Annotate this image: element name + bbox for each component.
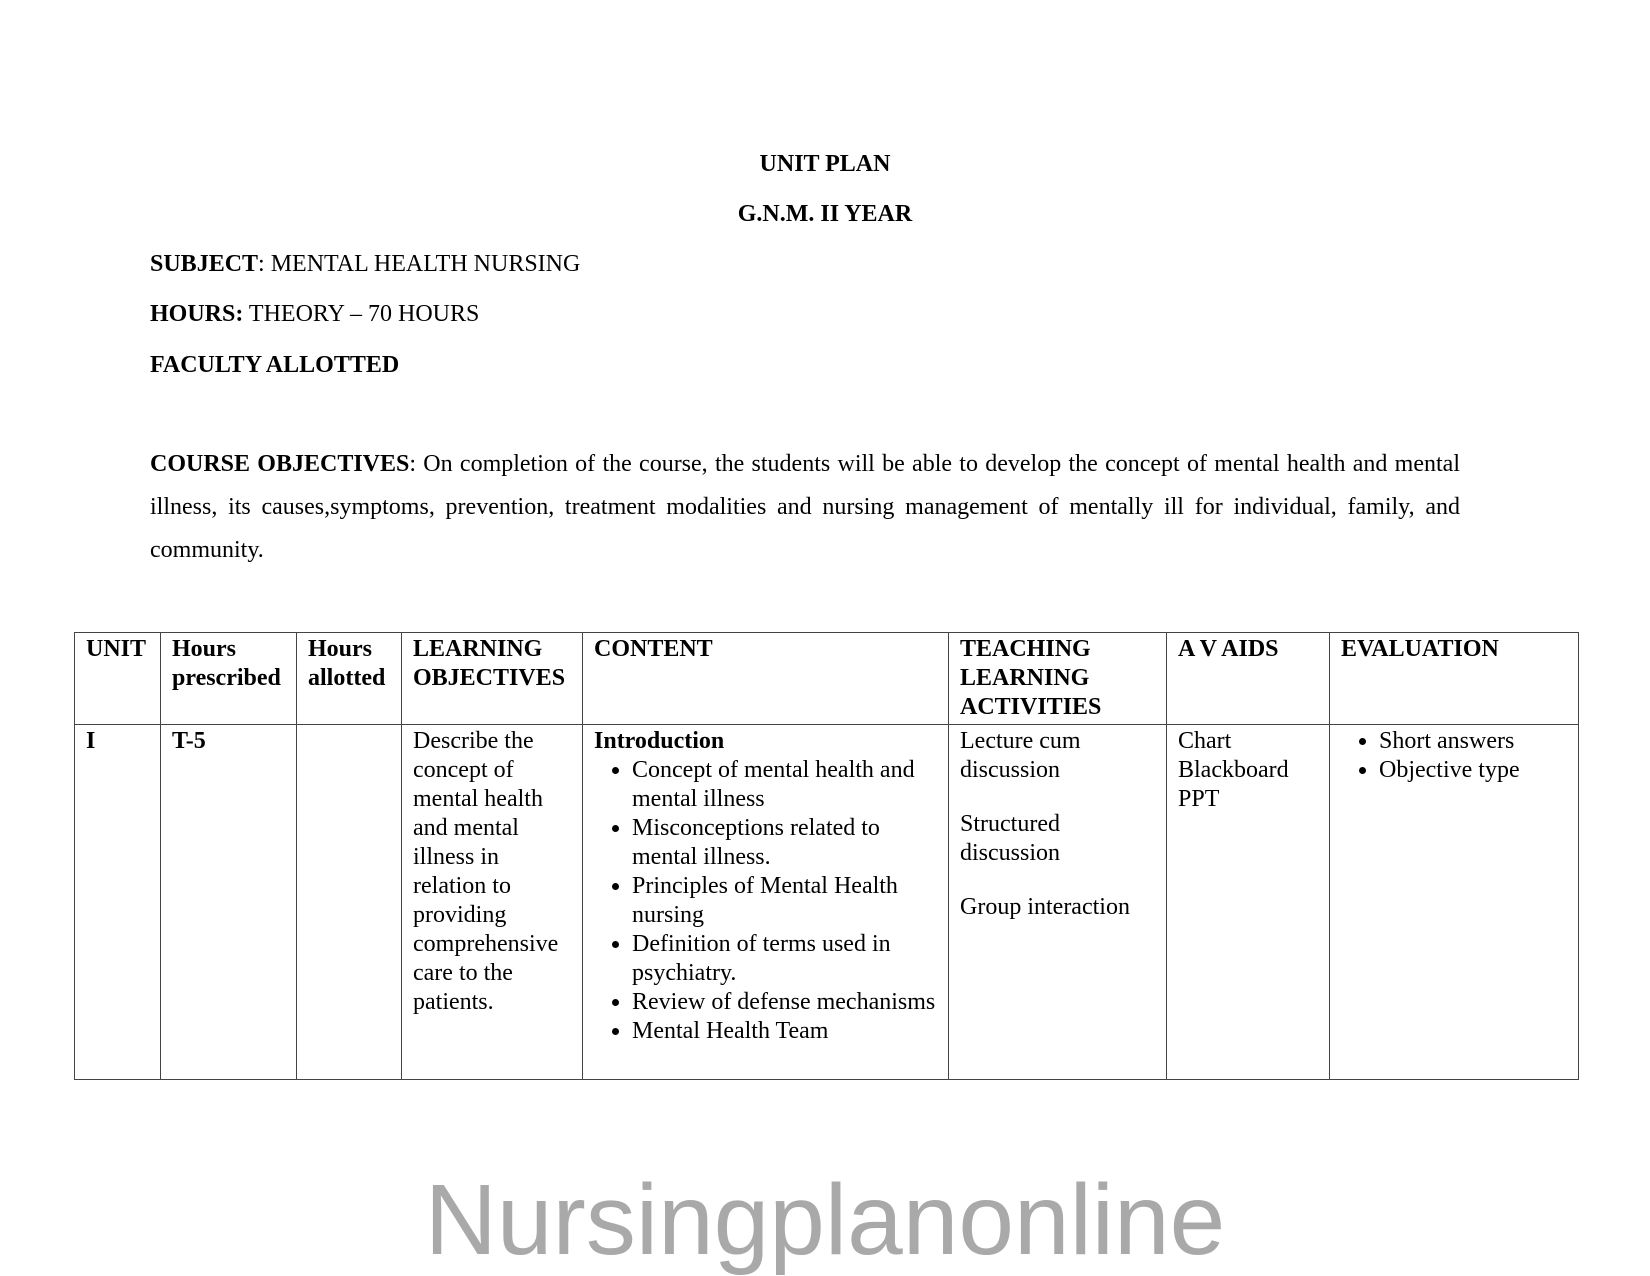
unit-plan-table bbox=[74, 632, 1579, 1080]
hours-line bbox=[150, 301, 479, 328]
header-unit: UNIT bbox=[75, 633, 161, 725]
page-title: UNIT PLAN bbox=[759, 151, 891, 177]
header-hours-allotted: Hours allotted bbox=[297, 633, 402, 725]
subject-line bbox=[150, 251, 580, 278]
av-aid-item: PPT bbox=[1178, 786, 1220, 812]
av-aid-item: Chart bbox=[1178, 728, 1232, 754]
hours-label: HOURS: bbox=[150, 301, 244, 327]
av-aid-item: Blackboard bbox=[1178, 757, 1289, 783]
subject-value: : MENTAL HEALTH NURSING bbox=[258, 251, 581, 277]
list-item: • Review of defense mechanisms bbox=[632, 988, 938, 1017]
header-content: CONTENT bbox=[583, 633, 949, 725]
cell-content bbox=[583, 725, 949, 1080]
cell-hours-allotted bbox=[297, 725, 402, 1080]
table-row bbox=[75, 725, 1579, 1080]
header-teaching-learning-activities: TEACHING LEARNING ACTIVITIES bbox=[949, 633, 1167, 725]
header-learning-objectives: LEARNING OBJECTIVES bbox=[402, 633, 583, 725]
activity-item: Structured discussion bbox=[960, 811, 1061, 866]
list-item: • Mental Health Team bbox=[632, 1017, 938, 1046]
table-header-row bbox=[75, 633, 1579, 725]
cell-hours-prescribed: T-5 bbox=[161, 725, 297, 1080]
header-evaluation: EVALUATION bbox=[1330, 633, 1579, 725]
cell-unit: I bbox=[75, 725, 161, 1080]
cell-learning-objective: Describe the concept of mental health and mental illness in relation to providing comprehensive care to the patients. bbox=[402, 725, 583, 1080]
watermark: Nursingplanonline bbox=[424, 1164, 1226, 1276]
page-subtitle: G.N.M. II YEAR bbox=[737, 201, 913, 227]
list-item: • Definition of terms used in psychiatry. bbox=[632, 930, 938, 988]
cell-evaluation bbox=[1330, 725, 1579, 1080]
cell-activities bbox=[949, 725, 1167, 1080]
course-objectives-label: COURSE OBJECTIVES bbox=[150, 451, 410, 477]
header-av-aids: A V AIDS bbox=[1167, 633, 1330, 725]
content-heading: Introduction bbox=[594, 728, 725, 754]
activity-item: Lecture cum discussion bbox=[960, 728, 1081, 783]
course-objectives-text: : On completion of the course, the students will be able to develop the concept of mental health and mental illness, its causes,symptoms, prevention, treatment modalities and nursing management of mentally ill for individual, family, and community. bbox=[150, 451, 1460, 563]
list-item: • Objective type bbox=[1379, 756, 1568, 785]
course-objectives bbox=[150, 443, 1460, 572]
subject-label: SUBJECT bbox=[150, 251, 259, 277]
cell-av-aids bbox=[1167, 725, 1330, 1080]
list-item: • Short answers bbox=[1379, 727, 1568, 756]
list-item: • Principles of Mental Health nursing bbox=[632, 872, 938, 930]
header-hours-prescribed: Hours prescribed bbox=[161, 633, 297, 725]
faculty-allotted-label: FACULTY ALLOTTED bbox=[150, 352, 400, 378]
content-list bbox=[594, 756, 938, 1046]
hours-value: THEORY – 70 HOURS bbox=[243, 301, 480, 327]
evaluation-list bbox=[1341, 727, 1568, 785]
activity-item: Group interaction bbox=[960, 894, 1130, 920]
list-item: • Concept of mental health and mental illness bbox=[632, 756, 938, 814]
list-item: • Misconceptions related to mental illness. bbox=[632, 814, 938, 872]
